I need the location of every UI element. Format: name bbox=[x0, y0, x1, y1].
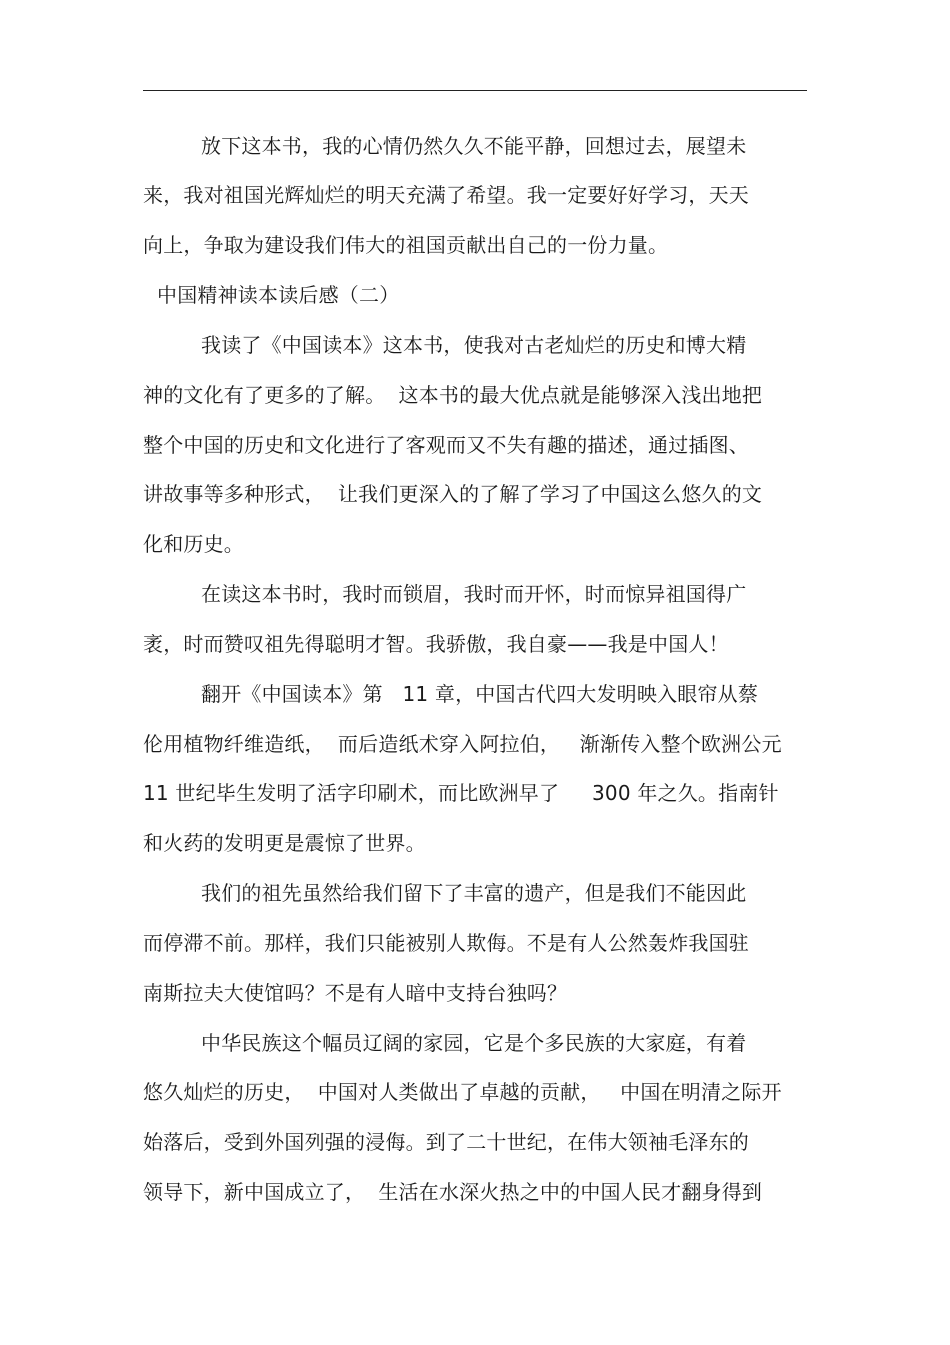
text-line: 化和历史。 bbox=[143, 532, 244, 556]
text-line: 来，我对祖国光辉灿烂的明天充满了希望。我一定要好好学习，天天 bbox=[143, 183, 749, 207]
text-line: 而停滞不前。那样，我们只能被别人欺侮。不是有人公然轰炸我国驻 bbox=[143, 931, 749, 955]
text-line: 悠久灿烂的历史， 中国对人类做出了卓越的贡献， 中国在明清之际开 bbox=[143, 1080, 782, 1104]
text-line: 我读了《中国读本》这本书，使我对古老灿烂的历史和博大精 bbox=[201, 333, 747, 357]
text-line: 翻开《中国读本》第 11 章，中国古代四大发明映入眼帘从蔡 bbox=[201, 682, 759, 706]
text-line: 在读这本书时，我时而锁眉，我时而开怀，时而惊异祖国得广 bbox=[201, 582, 747, 606]
text-line: 伦用植物纤维造纸， 而后造纸术穿入阿拉伯， 渐渐传入整个欧洲公元 bbox=[143, 732, 782, 756]
text-line: 和火药的发明更是震惊了世界。 bbox=[143, 831, 426, 855]
text-line: 放下这本书，我的心情仍然久久不能平静，回想过去，展望未 bbox=[201, 134, 747, 158]
text-line: 中华民族这个幅员辽阔的家园，它是个多民族的大家庭，有着 bbox=[201, 1031, 747, 1055]
text-line: 南斯拉夫大使馆吗？不是有人暗中支持台独吗？ bbox=[143, 981, 568, 1005]
text-line: 讲故事等多种形式， 让我们更深入的了解了学习了中国这么悠久的文 bbox=[143, 482, 763, 506]
text-line: 我们的祖先虽然给我们留下了丰富的遗产，但是我们不能因此 bbox=[201, 881, 747, 905]
text-line: 11 世纪毕生发明了活字印刷术，而比欧洲早了 300 年之久。指南针 bbox=[143, 781, 779, 805]
text-line: 向上，争取为建设我们伟大的祖国贡献出自己的一份力量。 bbox=[143, 233, 669, 257]
section-heading: 中国精神读本读后感（二） bbox=[157, 283, 400, 307]
text-line: 领导下，新中国成立了， 生活在水深火热之中的中国人民才翻身得到 bbox=[143, 1180, 763, 1204]
text-line: 整个中国的历史和文化进行了客观而又不失有趣的描述，通过插图、 bbox=[143, 433, 749, 457]
text-line: 袤，时而赞叹祖先得聪明才智。我骄傲，我自豪——我是中国人！ bbox=[143, 632, 729, 656]
header-rule bbox=[143, 90, 807, 91]
text-line: 始落后，受到外国列强的浸侮。到了二十世纪，在伟大领袖毛泽东的 bbox=[143, 1130, 749, 1154]
text-line: 神的文化有了更多的了解。 这本书的最大优点就是能够深入浅出地把 bbox=[143, 383, 763, 407]
